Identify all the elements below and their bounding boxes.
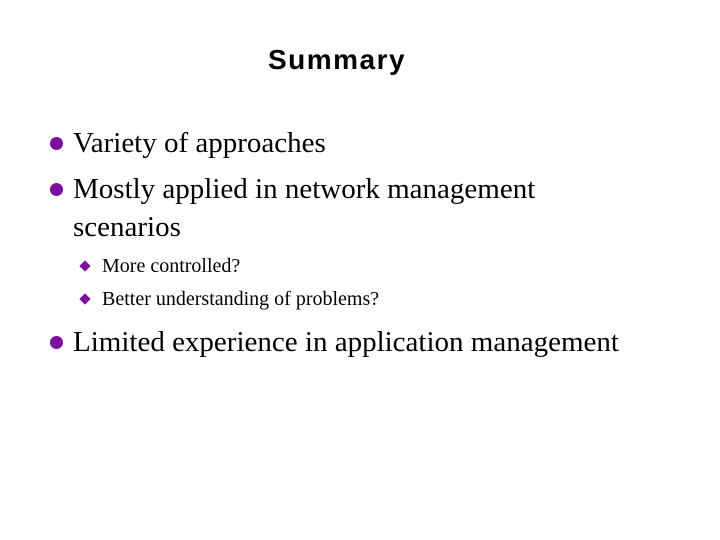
diamond-bullet-icon bbox=[79, 293, 90, 304]
sub-bullet-text: More controlled? bbox=[102, 255, 241, 277]
bullet-text: scenarios bbox=[73, 211, 181, 243]
bullet-text: Mostly applied in network management bbox=[73, 173, 536, 205]
bullet-text: Variety of approaches bbox=[73, 127, 326, 159]
round-bullet-icon bbox=[50, 183, 63, 196]
bullet-text: Limited experience in application management bbox=[73, 326, 619, 358]
diamond-bullet-icon bbox=[79, 260, 90, 271]
sub-bullet-text: Better understanding of problems? bbox=[102, 288, 380, 310]
slide-title: Summary bbox=[267, 44, 407, 75]
round-bullet-icon bbox=[50, 336, 63, 349]
round-bullet-icon bbox=[50, 137, 63, 150]
